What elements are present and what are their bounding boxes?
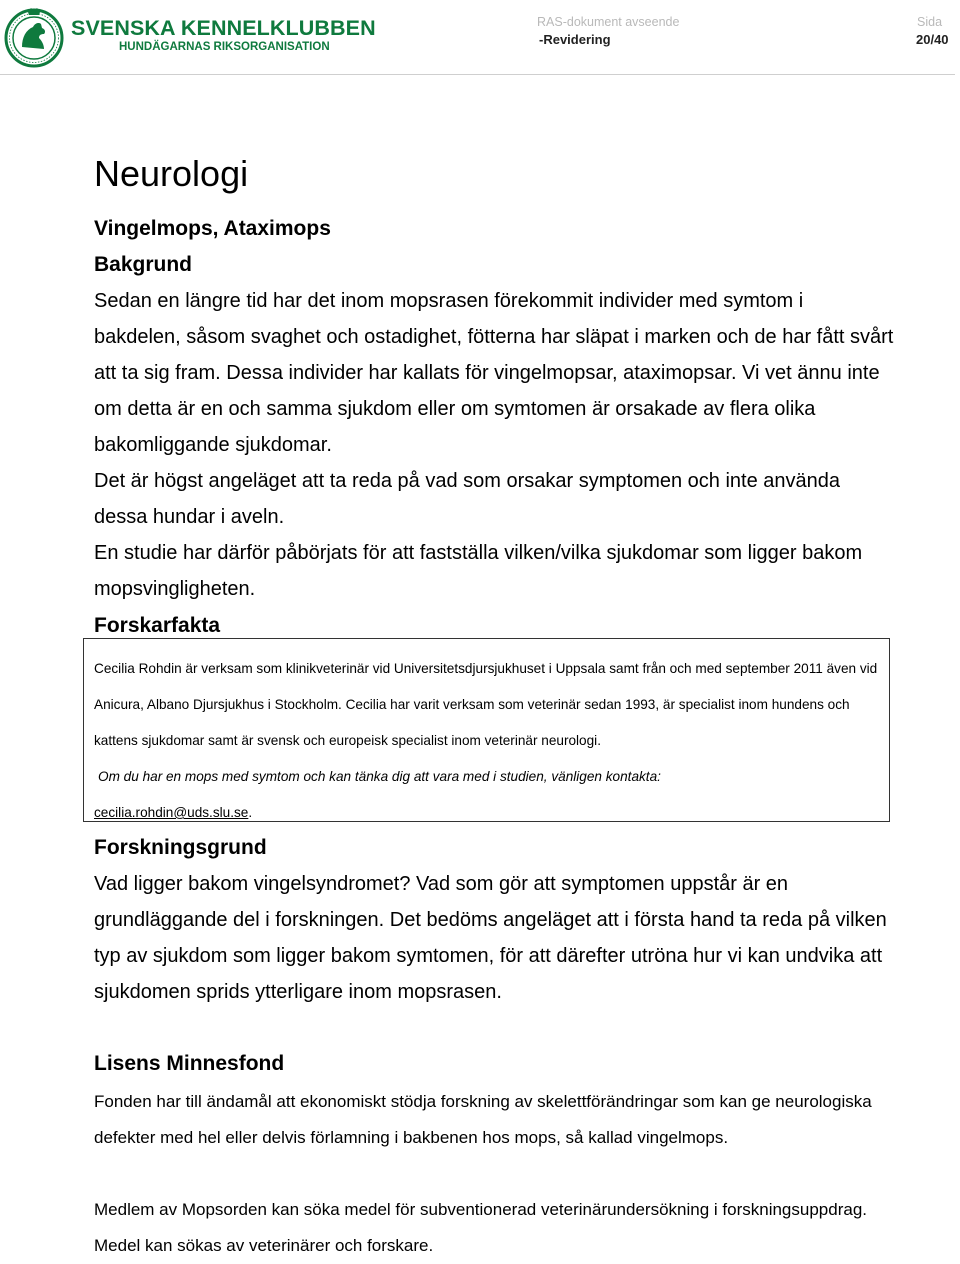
email-suffix: . (248, 805, 253, 820)
document-title: RAS-dokument avseende (537, 15, 680, 29)
page-number: 20/40 (916, 32, 949, 47)
researcher-facts-text (94, 651, 879, 831)
contact-prompt: Om du har en mops med symtom och kan tänka dig att vara med i studien, vänligen kontakta: (98, 769, 661, 784)
lisens-heading: Lisens Minnesfond (94, 1052, 285, 1075)
contact-email-link[interactable]: cecilia.rohdin@uds.slu.se (94, 805, 249, 820)
lisens-paragraph-2: Medlem av Mopsorden kan söka medel för subventionerad veterinärundersökning i forskningsuppdrag. Medel kan sökas av veterinärer och forskare. (94, 1200, 867, 1255)
subtitle-heading: Vingelmops, Ataximops (94, 217, 331, 240)
page-title: Neurologi (94, 153, 249, 194)
kennel-club-seal-icon (4, 5, 64, 69)
lisens-paragraph: Fonden har till ändamål att ekonomiskt stödja forskning av skelettförändringar som kan ge neurologiska defekter med hel eller delvis förlamning i bakbenen hos mops, så kallad vingelmops. (94, 1092, 872, 1147)
bakgrund-paragraph-2: Det är högst angeläget att ta reda på vad som orsakar symptomen och inte använda dessa hundar i aveln. (94, 470, 840, 528)
header-divider (0, 74, 955, 75)
revision-label: -Revidering (539, 32, 611, 47)
forskarfakta-heading: Forskarfakta (94, 614, 221, 637)
page-label: Sida (917, 15, 943, 29)
researcher-bio: Cecilia Rohdin är verksam som klinikveterinär vid Universitetsdjursjukhuset i Uppsala samt från och med september 2011 även vid Anicura, Albano Djursjukhus i Stockholm. Cecilia har varit verksam som veterinär sedan 1993, är specialist inom hundens och kattens sjukdomar samt är svensk och europeisk specialist inom veterinär neurologi. (94, 661, 878, 748)
forskningsgrund-heading: Forskningsgrund (94, 836, 267, 859)
page-header (0, 0, 960, 76)
bakgrund-paragraph-3: En studie har därför påbörjats för att fastställa vilken/vilka sjukdomar som ligger bakom mopsvingligheten. (94, 542, 863, 600)
brand-name: SVENSKA KENNELKLUBBEN (71, 16, 376, 40)
contact-email-line (94, 795, 879, 831)
forskningsgrund-paragraph: Vad ligger bakom vingelsyndromet? Vad som gör att symptomen uppstår är en grundläggande del i forskningen. Det bedöms angeläget att i första hand ta reda på vilken typ av sjukdom som ligger bakom symtomen, för att därefter utröna hur vi kan undvika att sjukdomen sprids ytterligare inom mopsrasen. (94, 873, 887, 1003)
brand-subtitle: HUNDÄGARNAS RIKSORGANISATION (119, 41, 330, 53)
bakgrund-heading: Bakgrund (94, 253, 193, 276)
bakgrund-paragraph: Sedan en längre tid har det inom mopsrasen förekommit individer med symtom i bakdelen, såsom svaghet och ostadighet, fötterna har släpat i marken och de har fått svårt att ta sig fram. Dessa individer har kallats för vingelmopsar, ataximopsar. Vi vet ännu inte om detta är en och samma sjukdom eller om symtomen är orsakade av flera olika bakomliggande sjukdomar. (94, 290, 894, 456)
